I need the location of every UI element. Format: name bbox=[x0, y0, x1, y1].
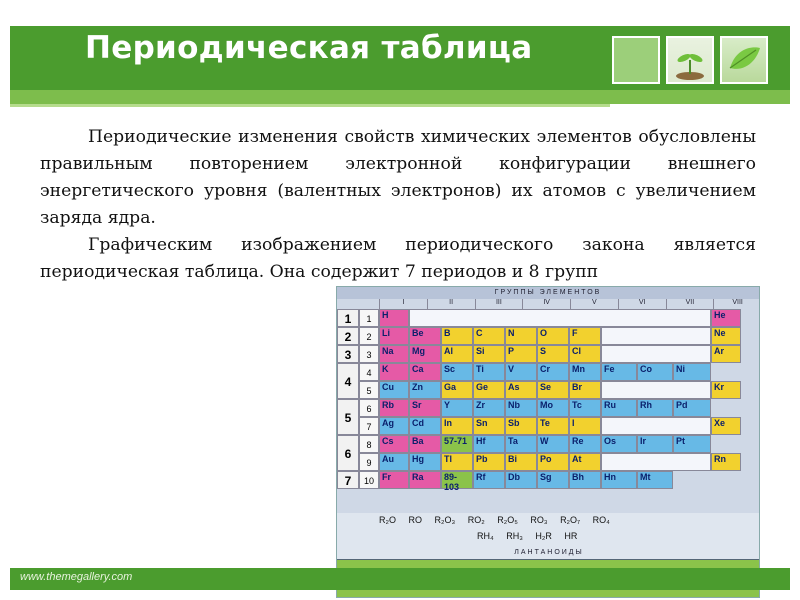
hydride-formula: HR bbox=[564, 531, 578, 541]
element-cell: Cs bbox=[379, 435, 409, 453]
element-cell: Mg bbox=[409, 345, 441, 363]
group-label: I bbox=[379, 299, 427, 309]
plain-green-thumbnail bbox=[612, 36, 660, 84]
group-label: III bbox=[475, 299, 523, 309]
element-cell: Cu bbox=[379, 381, 409, 399]
paragraph-periodic-changes: Периодические изменения свойств химических элементов обусловлены правильным повторением электронной конфигурации внешнего энергетического уровня (валентных электронов) их атомов с увеличением заряда ядра. bbox=[40, 127, 756, 228]
element-cell: P bbox=[505, 345, 537, 363]
oxide-formula: R₂O₅ bbox=[497, 515, 518, 525]
element-cell: Ta bbox=[505, 435, 537, 453]
element-cell: Sb bbox=[505, 417, 537, 435]
element-cell: V bbox=[505, 363, 537, 381]
element-cell: Cr bbox=[537, 363, 569, 381]
row-number: 8 bbox=[359, 435, 379, 453]
period-row bbox=[359, 453, 741, 471]
element-cell: I bbox=[569, 417, 601, 435]
header-accent-line bbox=[10, 104, 610, 107]
header-bar-lower bbox=[10, 90, 790, 104]
element-cell: Rh bbox=[637, 399, 673, 417]
element-cell: Zr bbox=[473, 399, 505, 417]
element-cell: Ba bbox=[409, 435, 441, 453]
element-cell: Br bbox=[569, 381, 601, 399]
element-cell: Pt bbox=[673, 435, 711, 453]
element-cell: Fe bbox=[601, 363, 637, 381]
element-cell: Nb bbox=[505, 399, 537, 417]
oxide-formula: RO₃ bbox=[530, 515, 548, 525]
row-number: 4 bbox=[359, 363, 379, 381]
period-number: 1 bbox=[337, 309, 359, 327]
element-cell: Hg bbox=[409, 453, 441, 471]
row-number: 2 bbox=[359, 327, 379, 345]
group-label: V bbox=[570, 299, 618, 309]
element-cell: Ne bbox=[711, 327, 741, 345]
element-cell: Al bbox=[441, 345, 473, 363]
element-cell: Bh bbox=[569, 471, 601, 489]
element-cell: Xe bbox=[711, 417, 741, 435]
element-cell: Zn bbox=[409, 381, 441, 399]
period-row bbox=[337, 471, 673, 492]
element-cell: Ti bbox=[473, 363, 505, 381]
sprout-thumbnail bbox=[666, 36, 714, 84]
element-cell: Ra bbox=[409, 471, 441, 489]
row-number: 6 bbox=[359, 399, 379, 417]
element-cell: Ga bbox=[441, 381, 473, 399]
element-cell: Tc bbox=[569, 399, 601, 417]
period-row bbox=[337, 327, 741, 345]
element-cell: S bbox=[537, 345, 569, 363]
page-title: Периодическая таблица bbox=[85, 30, 533, 66]
empty-cell bbox=[601, 327, 711, 345]
row-number: 7 bbox=[359, 417, 379, 435]
hydrides-row bbox=[477, 531, 577, 541]
hydride-formula: H₂R bbox=[535, 531, 552, 541]
element-cell: Ir bbox=[637, 435, 673, 453]
element-cell: Mn bbox=[569, 363, 601, 381]
group-label: VII bbox=[666, 299, 714, 309]
oxide-formula: R₂O₃ bbox=[434, 515, 456, 525]
period-row bbox=[337, 345, 741, 363]
oxide-formula: RO₄ bbox=[592, 515, 610, 525]
element-cell: N bbox=[505, 327, 537, 345]
element-cell: Db bbox=[505, 471, 537, 489]
element-cell: B bbox=[441, 327, 473, 345]
element-cell: Ca bbox=[409, 363, 441, 381]
lanthanides-label: ЛАНТАНОИДЫ bbox=[514, 549, 584, 556]
element-cell: Te bbox=[537, 417, 569, 435]
group-label: II bbox=[427, 299, 475, 309]
element-cell: Se bbox=[537, 381, 569, 399]
element-cell: Be bbox=[409, 327, 441, 345]
period-row bbox=[359, 381, 741, 399]
row-number: 1 bbox=[359, 309, 379, 327]
row-number: 3 bbox=[359, 345, 379, 363]
period-number: 2 bbox=[337, 327, 359, 345]
row-number: 5 bbox=[359, 381, 379, 399]
oxide-formula: R₂O₇ bbox=[560, 515, 581, 525]
oxide-formula: RO bbox=[408, 515, 423, 525]
element-cell: Cl bbox=[569, 345, 601, 363]
element-cell: W bbox=[537, 435, 569, 453]
oxide-formula: R₂O bbox=[379, 515, 396, 525]
row-number: 10 bbox=[359, 471, 379, 489]
element-cell: 89-103 bbox=[441, 471, 473, 489]
actinides-row bbox=[337, 589, 760, 598]
period-row bbox=[337, 309, 741, 327]
element-cell: Cd bbox=[409, 417, 441, 435]
element-cell: In bbox=[441, 417, 473, 435]
element-cell: Hn bbox=[601, 471, 637, 489]
element-cell: Bi bbox=[505, 453, 537, 471]
element-cell: Co bbox=[637, 363, 673, 381]
element-cell: Pd bbox=[673, 399, 711, 417]
period-row bbox=[359, 417, 741, 435]
element-cell: Na bbox=[379, 345, 409, 363]
element-cell: Po bbox=[537, 453, 569, 471]
element-cell: Ar bbox=[711, 345, 741, 363]
element-cell: He bbox=[711, 309, 741, 327]
leaf-icon bbox=[722, 38, 766, 82]
empty-cell bbox=[601, 381, 711, 399]
empty-cell bbox=[601, 453, 711, 471]
element-cell: Rf bbox=[473, 471, 505, 489]
oxides-row bbox=[379, 515, 610, 525]
element-cell: Fr bbox=[379, 471, 409, 489]
period-number: 6 bbox=[337, 435, 359, 471]
element-cell: Kr bbox=[711, 381, 741, 399]
periodic-table-image bbox=[336, 286, 760, 598]
hydride-formula: RH₃ bbox=[506, 531, 523, 541]
group-label: VIII bbox=[713, 299, 760, 309]
element-cell: Sc bbox=[441, 363, 473, 381]
element-cell: Os bbox=[601, 435, 637, 453]
period-number: 5 bbox=[337, 399, 359, 435]
element-cell: F bbox=[569, 327, 601, 345]
group-labels bbox=[379, 299, 760, 309]
element-cell: Sn bbox=[473, 417, 505, 435]
element-cell: Pb bbox=[473, 453, 505, 471]
paragraph-graphic-representation: Графическим изображением периодического закона является периодическая таблица. Она содержит 7 периодов и 8 групп bbox=[40, 235, 756, 282]
empty-cell bbox=[601, 345, 711, 363]
footer-link[interactable]: www.themegallery.com bbox=[20, 571, 133, 583]
element-cell: Hf bbox=[473, 435, 505, 453]
element-cell: K bbox=[379, 363, 409, 381]
element-cell: Tl bbox=[441, 453, 473, 471]
period-number: 4 bbox=[337, 363, 359, 399]
empty-cell bbox=[409, 309, 711, 327]
element-cell: Re bbox=[569, 435, 601, 453]
element-cell: Mt bbox=[637, 471, 673, 489]
group-label: VI bbox=[618, 299, 666, 309]
element-cell: Si bbox=[473, 345, 505, 363]
element-cell: Mo bbox=[537, 399, 569, 417]
periodic-table-header: ГРУППЫ ЭЛЕМЕНТОВ bbox=[337, 287, 759, 299]
element-cell: Ru bbox=[601, 399, 637, 417]
element-cell: As bbox=[505, 381, 537, 399]
element-cell: Y bbox=[441, 399, 473, 417]
element-cell: 57-71 bbox=[441, 435, 473, 453]
element-cell: C bbox=[473, 327, 505, 345]
group-label: IV bbox=[522, 299, 570, 309]
element-cell: Li bbox=[379, 327, 409, 345]
element-cell: Rn bbox=[711, 453, 741, 471]
sprout-icon bbox=[668, 38, 712, 82]
leaf-thumbnail bbox=[720, 36, 768, 84]
element-cell: At bbox=[569, 453, 601, 471]
element-cell: Rb bbox=[379, 399, 409, 417]
element-cell: Ag bbox=[379, 417, 409, 435]
element-cell: Au bbox=[379, 453, 409, 471]
element-cell: Ge bbox=[473, 381, 505, 399]
oxide-formula: RO₂ bbox=[467, 515, 485, 525]
element-cell: O bbox=[537, 327, 569, 345]
element-cell: Sr bbox=[409, 399, 441, 417]
element-cell: Ni bbox=[673, 363, 711, 381]
period-number: 7 bbox=[337, 471, 359, 489]
row-number: 9 bbox=[359, 453, 379, 471]
period-number: 3 bbox=[337, 345, 359, 363]
empty-cell bbox=[601, 417, 711, 435]
element-cell: Sg bbox=[537, 471, 569, 489]
body-text bbox=[40, 124, 756, 286]
hydride-formula: RH₄ bbox=[477, 531, 494, 541]
element-cell: H bbox=[379, 309, 409, 327]
